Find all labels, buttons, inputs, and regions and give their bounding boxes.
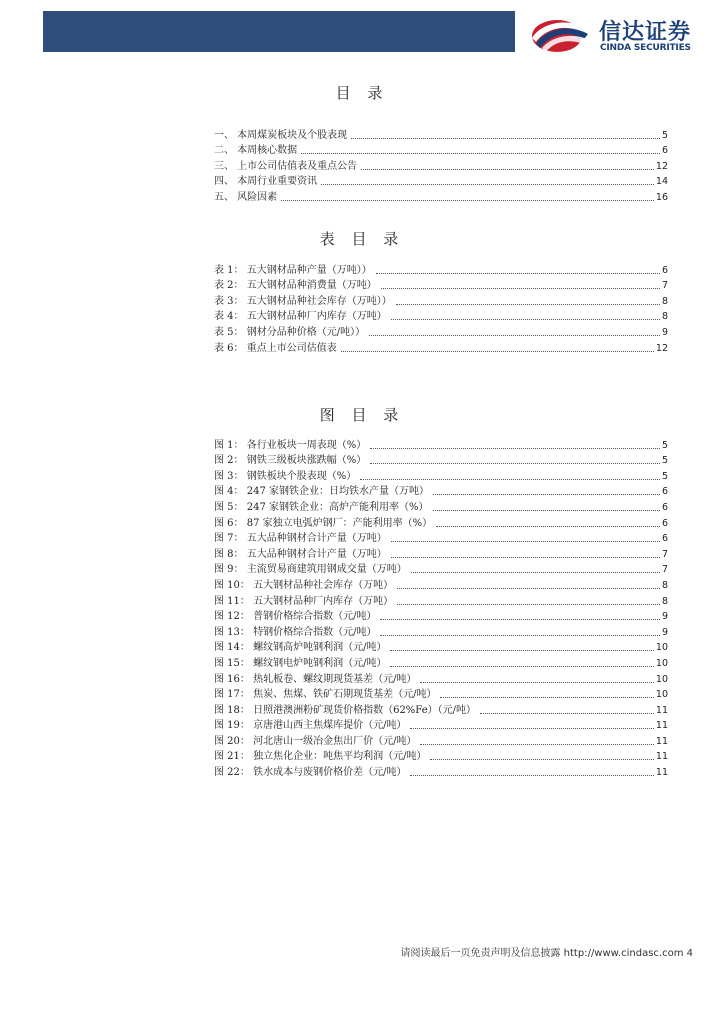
figure-entry-label: 图 2： 钢铁三级板块涨跌幅（%）	[214, 455, 367, 467]
figure-entry[interactable]	[214, 748, 668, 764]
figure-entry-page: 11	[655, 704, 668, 716]
table-entry-label: 表 1： 五大钢材品种产量（万吨））	[214, 264, 372, 276]
dot-leader	[390, 650, 653, 651]
figure-entry-label: 图 13： 特钢价格综合指数（元/吨）	[214, 626, 377, 638]
toc-entry-label: 三、 上市公司估值表及重点公告	[214, 160, 358, 172]
dot-leader	[391, 557, 660, 558]
figure-entry-page: 10	[655, 642, 668, 654]
toc-entry-label: 五、 风险因素	[214, 191, 278, 203]
figure-entry-label: 图 20： 河北唐山一级冶金焦出厂价（元/吨）	[214, 735, 417, 747]
dot-leader	[380, 635, 660, 636]
toc-entry[interactable]	[214, 173, 668, 189]
figure-entry[interactable]	[214, 498, 668, 514]
tables-title: 表 目 录	[319, 230, 405, 248]
dot-leader	[397, 588, 660, 589]
toc-entry-label: 四、 本周行业重要资讯	[214, 176, 318, 188]
figure-entry-page: 11	[655, 751, 668, 763]
dot-leader	[440, 697, 653, 698]
figure-entry-label: 图 11： 五大钢材品种厂内库存（万吨）	[214, 595, 394, 607]
figure-entry-page: 6	[661, 517, 668, 529]
dot-leader	[396, 304, 660, 305]
table-entry-page: 6	[661, 264, 668, 276]
dot-leader	[391, 319, 660, 320]
figure-entry-page: 11	[655, 735, 668, 747]
dot-leader	[376, 273, 660, 274]
table-entry-page: 8	[661, 295, 668, 307]
figure-entry-label: 图 6： 87 家独立电弧炉钢厂：产能利用率（%）	[214, 517, 433, 529]
figure-entry-page: 11	[655, 767, 668, 779]
table-entry[interactable]	[214, 339, 668, 355]
footer-url[interactable]: http://www.cindasc.com	[563, 948, 684, 959]
table-entry-label: 表 3： 五大钢材品种社会库存（万吨））	[214, 295, 392, 307]
dot-leader	[433, 494, 660, 495]
dot-leader	[281, 200, 654, 201]
table-entry-page: 9	[661, 326, 668, 338]
figure-entry-label: 图 12： 普钢价格综合指数（元/吨）	[214, 611, 377, 623]
tables-list	[214, 261, 668, 355]
dot-leader	[397, 604, 660, 605]
figure-entry-page: 7	[661, 548, 668, 560]
figure-entry[interactable]	[214, 467, 668, 483]
dot-leader	[480, 713, 654, 714]
table-entry-label: 表 5： 钢材分品种价格（元/吨））	[214, 326, 366, 338]
dot-leader	[436, 526, 660, 527]
toc-entry[interactable]	[214, 188, 668, 204]
header-band	[43, 11, 515, 52]
figure-entry-page: 6	[661, 533, 668, 545]
dot-leader	[381, 288, 660, 289]
figure-entry-label: 图 9： 主流贸易商建筑用钢成交量（万吨）	[214, 564, 407, 576]
toc-entry[interactable]	[214, 157, 668, 173]
figure-entry[interactable]	[214, 561, 668, 577]
figure-entry-page: 7	[661, 564, 668, 576]
toc-entry[interactable]	[214, 142, 668, 158]
table-entry[interactable]	[214, 323, 668, 339]
figure-entry-label: 图 8： 五大品种钢材合计产量（万吨）	[214, 548, 387, 560]
dot-leader	[411, 572, 660, 573]
cinda-logo-mark	[528, 14, 592, 56]
cinda-logo	[528, 14, 708, 56]
figure-entry[interactable]	[214, 530, 668, 546]
figure-entry[interactable]	[214, 576, 668, 592]
figure-entry[interactable]	[214, 514, 668, 530]
dot-leader	[380, 619, 660, 620]
dot-leader	[360, 479, 660, 480]
dot-leader	[351, 138, 660, 139]
toc-list	[214, 126, 668, 204]
figure-entry[interactable]	[214, 639, 668, 655]
figure-entry-label: 图 19： 京唐港山西主焦煤库提价（元/吨）	[214, 720, 407, 732]
dot-leader	[420, 744, 653, 745]
table-entry[interactable]	[214, 277, 668, 293]
figure-entry[interactable]	[214, 763, 668, 779]
figure-entry-label: 图 15： 螺纹钢电炉吨钢利润（元/吨）	[214, 657, 387, 669]
dot-leader	[370, 463, 660, 464]
table-entry-label: 表 2： 五大钢材品种消费量（万吨）	[214, 280, 377, 292]
dot-leader	[321, 184, 654, 185]
page-number: 4	[686, 948, 693, 959]
figure-entry-page: 8	[661, 579, 668, 591]
figure-entry-label: 图 17： 焦炭、焦煤、铁矿石期现货基差（元/吨）	[214, 689, 437, 701]
figure-entry[interactable]	[214, 654, 668, 670]
figure-entry-page: 10	[655, 689, 668, 701]
dot-leader	[430, 759, 653, 760]
figure-entry-label: 图 18： 日照港澳洲粉矿现货价格指数（62%Fe）（元/吨）	[214, 704, 476, 716]
table-entry[interactable]	[214, 308, 668, 324]
dot-leader	[420, 682, 653, 683]
dot-leader	[341, 351, 654, 352]
figure-entry-label: 图 14： 螺纹钢高炉吨钢利润（元/吨）	[214, 642, 387, 654]
table-entry[interactable]	[214, 261, 668, 277]
figure-entry-page: 10	[655, 657, 668, 669]
figure-entry-label: 图 3： 钢铁板块个股表现（%）	[214, 470, 357, 482]
toc-entry-page: 16	[655, 191, 668, 203]
figure-entry-label: 图 16： 热轧板卷、螺纹期现货基差（元/吨）	[214, 673, 417, 685]
table-entry-label: 表 4： 五大钢材品种厂内库存（万吨）	[214, 311, 387, 323]
figure-entry[interactable]	[214, 686, 668, 702]
toc-title: 目 录	[335, 84, 389, 102]
figure-entry-label: 图 4： 247 家钢铁企业：日均铁水产量（万吨）	[214, 486, 429, 498]
page-footer	[400, 944, 693, 959]
figure-entry[interactable]	[214, 608, 668, 624]
figure-entry-label: 图 5： 247 家钢铁企业：高炉产能利用率（%）	[214, 501, 429, 513]
figure-entry-page: 5	[661, 455, 668, 467]
dot-leader	[301, 153, 660, 154]
figure-entry[interactable]	[214, 452, 668, 468]
figure-entry[interactable]	[214, 732, 668, 748]
toc-entry-page: 12	[655, 160, 668, 172]
toc-entry-page: 14	[655, 176, 668, 188]
figure-entry-page: 5	[661, 439, 668, 451]
figure-entry[interactable]	[214, 436, 668, 452]
figure-entry-label: 图 21： 独立焦化企业：吨焦平均利润（元/吨）	[214, 751, 427, 763]
figure-entry-page: 6	[661, 486, 668, 498]
dot-leader	[410, 728, 653, 729]
figures-title: 图 目 录	[319, 406, 405, 424]
figure-entry-label: 图 10： 五大钢材品种社会库存（万吨）	[214, 579, 394, 591]
table-entry-label: 表 6： 重点上市公司估值表	[214, 342, 337, 354]
dot-leader	[391, 541, 660, 542]
dot-leader	[369, 335, 660, 336]
footer-disclaimer: 请阅读最后一页免责声明及信息披露	[400, 948, 561, 959]
dot-leader	[361, 169, 654, 170]
brand-name-en: CINDA SECURITIES	[600, 43, 691, 53]
figure-entry-label: 图 7： 五大品种钢材合计产量（万吨）	[214, 533, 387, 545]
figure-entry-page: 8	[661, 595, 668, 607]
table-entry-page: 12	[655, 342, 668, 354]
figure-entry-page: 11	[655, 720, 668, 732]
brand-name-cn: 信达证券	[599, 20, 692, 45]
figure-entry[interactable]	[214, 670, 668, 686]
toc-entry-label: 一、 本周煤炭板块及个股表现	[214, 129, 348, 141]
figure-entry[interactable]	[214, 623, 668, 639]
dot-leader	[433, 510, 660, 511]
toc-entry-label: 二、 本周核心数据	[214, 145, 298, 157]
figure-entry-page: 9	[661, 626, 668, 638]
toc-entry[interactable]	[214, 126, 668, 142]
figure-entry-page: 6	[661, 501, 668, 513]
figure-entry-page: 9	[661, 611, 668, 623]
figure-entry[interactable]	[214, 717, 668, 733]
figure-entry-page: 5	[661, 470, 668, 482]
toc-entry-page: 6	[661, 145, 668, 157]
toc-entry-page: 5	[661, 129, 668, 141]
dot-leader	[410, 775, 653, 776]
figure-entry[interactable]	[214, 592, 668, 608]
figure-entry-label: 图 22： 铁水成本与废钢价格价差（元/吨）	[214, 767, 407, 779]
table-entry-page: 8	[661, 311, 668, 323]
figure-entry[interactable]	[214, 701, 668, 717]
figure-entry-label: 图 1： 各行业板块一周表现（%）	[214, 439, 367, 451]
table-entry[interactable]	[214, 292, 668, 308]
figure-entry[interactable]	[214, 483, 668, 499]
figure-entry-page: 10	[655, 673, 668, 685]
dot-leader	[390, 666, 653, 667]
dot-leader	[370, 448, 660, 449]
figure-entry[interactable]	[214, 545, 668, 561]
figures-list	[214, 436, 668, 779]
table-entry-page: 7	[661, 280, 668, 292]
